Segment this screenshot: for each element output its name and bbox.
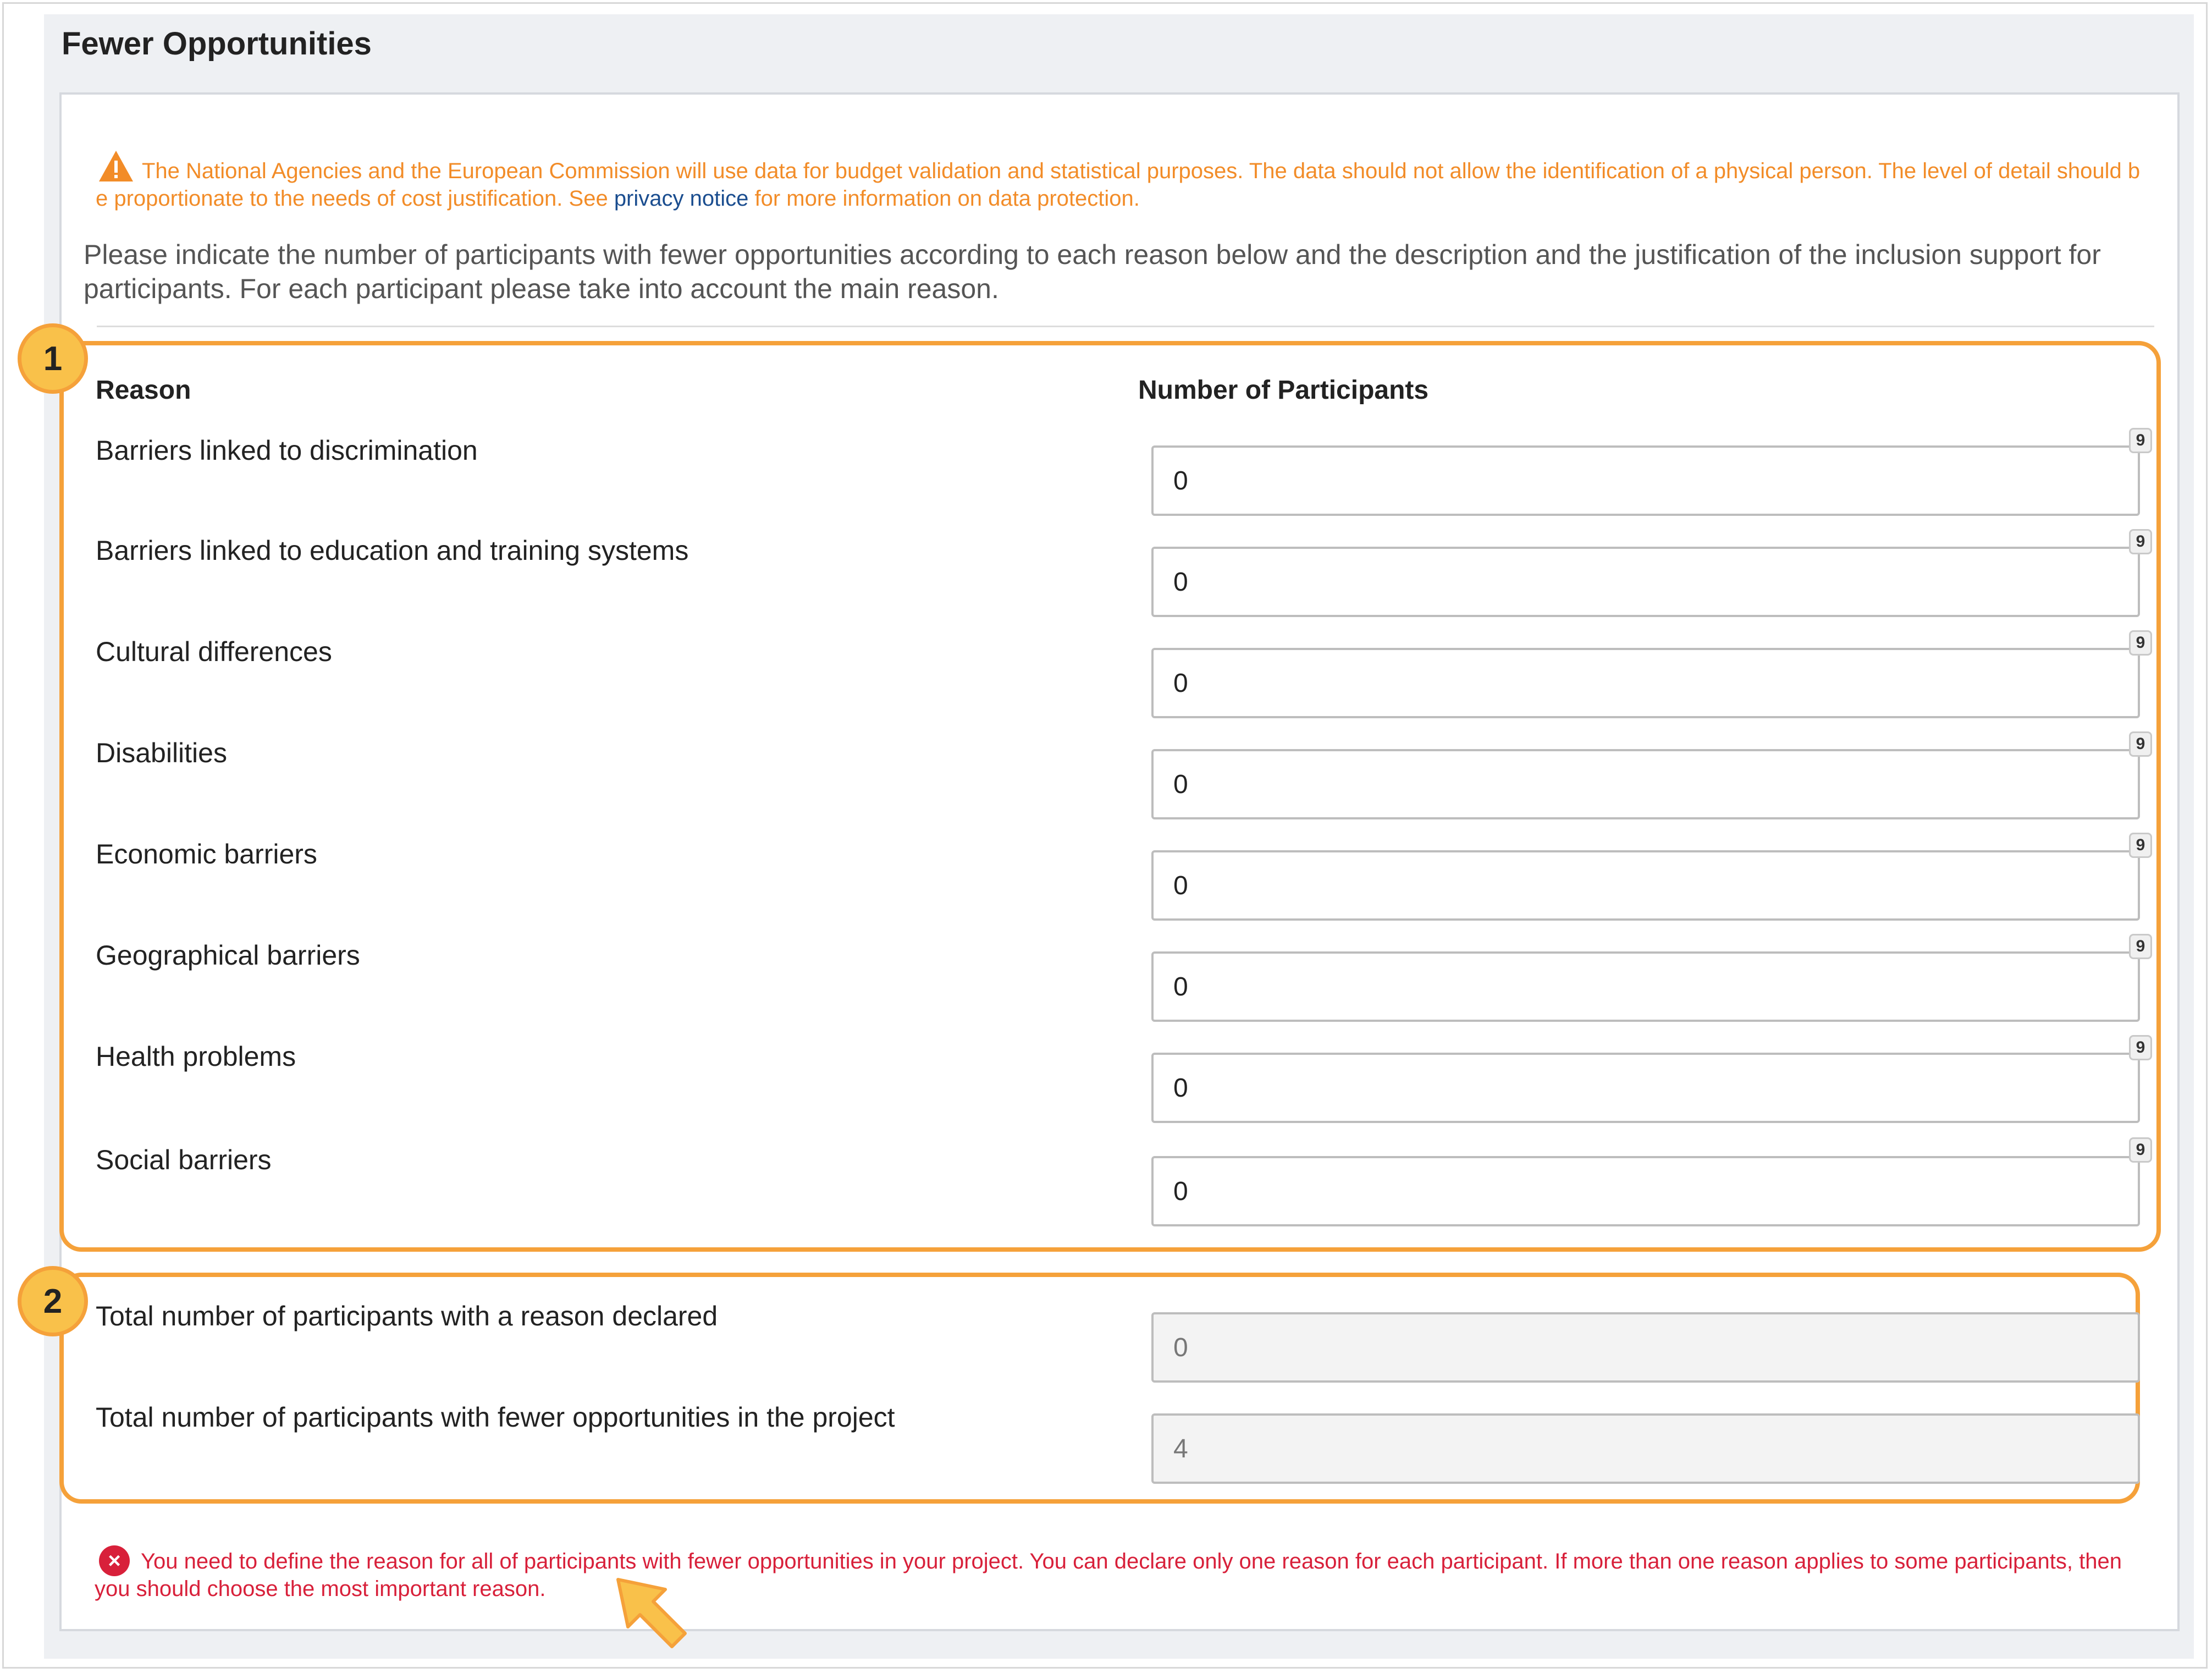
char-counter: 9	[2129, 1137, 2152, 1163]
reason-label-health: Health problems	[96, 1041, 296, 1072]
participants-input-geographical[interactable]	[1151, 951, 2140, 1022]
column-header-reason: Reason	[96, 376, 191, 405]
reason-label-economic: Economic barriers	[96, 839, 317, 869]
total-declared-label: Total number of participants with a reason declared	[96, 1301, 718, 1331]
divider	[97, 326, 2154, 327]
reason-label-education: Barriers linked to education and training systems	[96, 535, 689, 566]
char-counter: 9	[2129, 731, 2152, 757]
validation-error-message: You need to define the reason for all of participants with fewer opportunities in your project. You can declare only one reason for each participant. If more than one reason applies to some participants, then you should choose the most important reason.	[95, 1549, 2122, 1601]
notice-text-after: for more information on data protection.	[748, 186, 1140, 211]
total-project-label: Total number of participants with fewer opportunities in the project	[96, 1402, 895, 1433]
participants-input-economic[interactable]	[1151, 850, 2140, 921]
participants-input-health[interactable]	[1151, 1053, 2140, 1123]
callout-badge-1: 1	[18, 323, 88, 394]
pointer-arrow-icon	[615, 1576, 689, 1651]
participants-input-social[interactable]	[1151, 1156, 2140, 1226]
notice-text-before: The National Agencies and the European Commission will use data for budget validation and statistical purposes. The data should not allow the identification of a physical person. The level of detail should be proportionate to the needs of cost justification. See	[96, 159, 2141, 211]
char-counter: 9	[2129, 1035, 2152, 1060]
section-title: Fewer Opportunities	[62, 26, 372, 62]
reason-label-disabilities: Disabilities	[96, 738, 227, 768]
char-counter: 9	[2129, 428, 2152, 453]
reason-label-geographical: Geographical barriers	[96, 940, 360, 971]
instructions-text: Please indicate the number of participants with fewer opportunities according to each reason below and the description and the justification of the inclusion support for participants. For each participant please take into account the main reason.	[84, 239, 2101, 304]
participants-input-cultural[interactable]	[1151, 648, 2140, 718]
reason-label-discrimination: Barriers linked to discrimination	[96, 435, 478, 466]
participants-input-disabilities[interactable]	[1151, 749, 2140, 819]
char-counter: 9	[2129, 529, 2152, 554]
participants-input-education[interactable]	[1151, 547, 2140, 617]
error-circle-icon: ×	[99, 1545, 130, 1576]
participants-input-discrimination[interactable]	[1151, 445, 2140, 516]
char-counter: 9	[2129, 630, 2152, 656]
callout-badge-2: 2	[18, 1266, 88, 1336]
char-counter: 9	[2129, 934, 2152, 959]
char-counter: 9	[2129, 833, 2152, 858]
reason-label-cultural: Cultural differences	[96, 636, 332, 667]
total-declared-field	[1151, 1312, 2140, 1383]
column-header-number: Number of Participants	[1138, 376, 1429, 405]
privacy-notice-link[interactable]: privacy notice	[614, 186, 749, 211]
reason-label-social: Social barriers	[96, 1144, 272, 1175]
total-project-field	[1151, 1413, 2140, 1484]
data-protection-notice	[96, 157, 2141, 212]
